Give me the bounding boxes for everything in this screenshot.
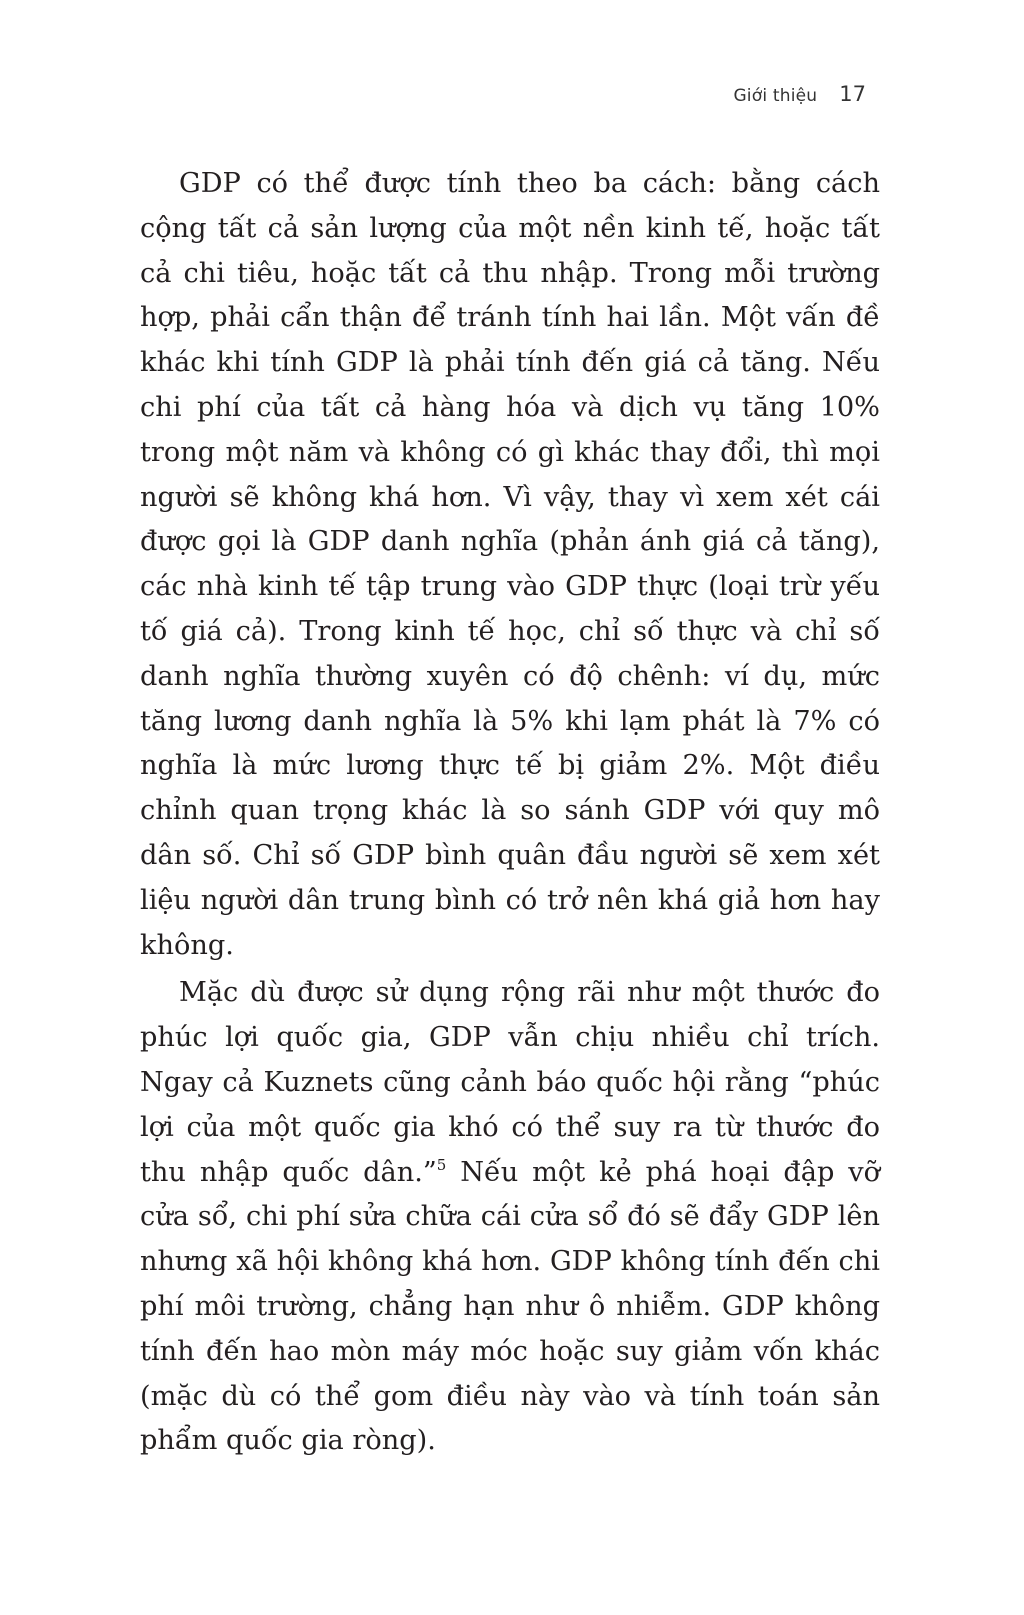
paragraph-text: Nếu một kẻ phá hoại đập vỡ cửa sổ, chi phí sửa chữa cái cửa sổ đó sẽ đẩy GDP lên nhưng xã hội không khá hơn. GDP không tính đến chi phí môi trường, chẳng hạn như ô nhiễm. GDP không tính đến hao mòn máy móc hoặc suy giảm vốn khác (mặc dù có thể gom điều này vào và tính toán sản phẩm quốc gia ròng).: [140, 1156, 880, 1457]
paragraph-text: GDP có thể được tính theo ba cách: bằng cách cộng tất cả sản lượng của một nền kinh tế, hoặc tất cả chi tiêu, hoặc tất cả thu nhập. Trong mỗi trường hợp, phải cẩn thận để tránh tính hai lần. Một vấn đề khác khi tính GDP là phải tính đến giá cả tăng. Nếu chi phí của tất cả hàng hóa và dịch vụ tăng 10% trong một năm và không có gì khác thay đổi, thì mọi người sẽ không khá hơn. Vì vậy, thay vì xem xét cái được gọi là GDP danh nghĩa (phản ánh giá cả tăng), các nhà kinh tế tập trung vào GDP thực (loại trừ yếu tố giá cả). Trong kinh tế học, chỉ số thực và chỉ số danh nghĩa thường xuyên có độ chênh: ví dụ, mức tăng lương danh nghĩa là 5% khi lạm phát là 7% có nghĩa là mức lương thực tế bị giảm 2%. Một điều chỉnh quan trọng khác là so sánh GDP với quy mô dân số. Chỉ số GDP bình quân đầu người sẽ xem xét liệu người dân trung bình có trở nên khá giả hơn hay không.: [140, 168, 880, 961]
paragraph-text: Mặc dù được sử dụng rộng rãi như một thước đo phúc lợi quốc gia, GDP vẫn chịu nhiều chỉ trích. Ngay cả Kuznets cũng cảnh báo quốc hội rằng “phúc lợi của một quốc gia khó có thể suy ra từ thước đo thu nhập quốc dân.”: [140, 977, 880, 1188]
page-number: 17: [839, 82, 866, 106]
running-header: [733, 82, 866, 106]
paragraph: [140, 971, 880, 1464]
paragraph: [140, 162, 880, 968]
footnote-reference[interactable]: 5: [436, 1155, 447, 1174]
body-text: [140, 162, 880, 1467]
section-title: Giới thiệu: [733, 86, 818, 106]
